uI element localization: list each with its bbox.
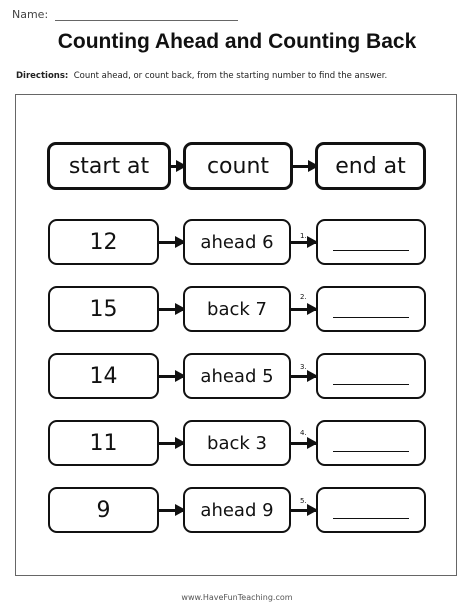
arrow <box>159 241 184 244</box>
answer-box[interactable] <box>316 286 426 332</box>
count-instruction: back 3 <box>207 432 267 454</box>
directions-label: Directions: <box>16 71 69 81</box>
header-start-label: start at <box>68 153 150 179</box>
start-number-box <box>48 353 159 399</box>
start-number: 12 <box>89 229 118 255</box>
answer-box[interactable] <box>316 420 426 466</box>
answer-blank[interactable] <box>333 384 409 385</box>
arrow <box>291 241 316 244</box>
answer-blank[interactable] <box>333 250 409 251</box>
start-number: 14 <box>89 363 118 389</box>
answer-box[interactable] <box>316 353 426 399</box>
problem-number: 4. <box>300 429 307 437</box>
arrow <box>159 442 184 445</box>
header-arrow-2 <box>293 165 317 168</box>
arrow <box>291 442 316 445</box>
start-number-box <box>48 487 159 533</box>
arrow <box>291 375 316 378</box>
start-number-box <box>48 420 159 466</box>
answer-box[interactable] <box>316 219 426 265</box>
arrow <box>291 308 316 311</box>
start-number: 9 <box>96 497 111 523</box>
start-number: 11 <box>89 430 118 456</box>
header-start-box <box>47 142 171 190</box>
count-instruction: back 7 <box>207 298 267 320</box>
problem-number: 3. <box>300 363 307 371</box>
problem-number: 5. <box>300 497 307 505</box>
header-count-box <box>183 142 293 190</box>
count-box <box>183 219 291 265</box>
start-number-box <box>48 219 159 265</box>
name-label: Name: <box>12 8 49 21</box>
footer-url[interactable]: www.HaveFunTeaching.com <box>181 593 293 602</box>
count-instruction: ahead 5 <box>200 365 274 387</box>
arrow <box>159 308 184 311</box>
name-line <box>55 20 238 21</box>
count-instruction: ahead 9 <box>200 499 274 521</box>
count-box <box>183 487 291 533</box>
start-number-box <box>48 286 159 332</box>
start-number: 15 <box>89 296 118 322</box>
answer-box[interactable] <box>316 487 426 533</box>
worksheet-title: Counting Ahead and Counting Back <box>57 30 417 53</box>
directions <box>16 71 387 81</box>
answer-blank[interactable] <box>333 518 409 519</box>
answer-blank[interactable] <box>333 317 409 318</box>
problem-number: 2. <box>300 293 307 301</box>
count-box <box>183 353 291 399</box>
header-count-label: count <box>206 153 270 179</box>
arrow <box>159 509 184 512</box>
directions-text: Count ahead, or count back, from the starting number to find the answer. <box>73 71 388 81</box>
header-end-box <box>315 142 426 190</box>
count-box <box>183 286 291 332</box>
count-box <box>183 420 291 466</box>
arrow <box>159 375 184 378</box>
answer-blank[interactable] <box>333 451 409 452</box>
header-end-label: end at <box>335 153 406 179</box>
arrow <box>291 509 316 512</box>
problem-number: 1. <box>300 232 307 240</box>
count-instruction: ahead 6 <box>200 231 274 253</box>
